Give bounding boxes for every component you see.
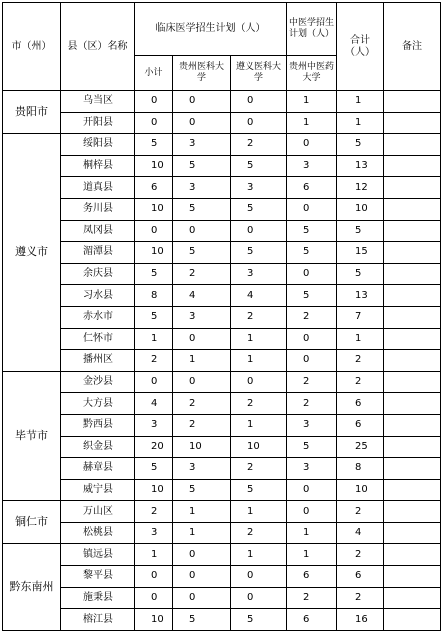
total-cell: 4 [337, 522, 384, 544]
note-cell [384, 371, 441, 393]
table-row [3, 155, 441, 177]
guizhou-medical-cell: 0 [173, 587, 231, 609]
header-total: 合计（人） [337, 3, 384, 91]
subtotal-cell: 6 [135, 177, 173, 199]
subtotal-cell: 0 [135, 566, 173, 588]
table-row [3, 587, 441, 609]
zunyi-medical-cell: 1 [231, 414, 287, 436]
note-cell [384, 609, 441, 631]
subtotal-cell: 0 [135, 91, 173, 113]
subtotal-cell: 10 [135, 609, 173, 631]
subtotal-cell: 10 [135, 479, 173, 501]
subtotal-cell: 2 [135, 350, 173, 372]
guizhou-tcm-cell: 1 [287, 112, 337, 134]
header-city: 市（州） [3, 3, 61, 91]
county-cell: 仁怀市 [61, 328, 135, 350]
guizhou-tcm-cell: 5 [287, 436, 337, 458]
subtotal-cell: 2 [135, 501, 173, 523]
city-cell: 毕节市 [3, 371, 61, 501]
total-cell: 25 [337, 436, 384, 458]
note-cell [384, 458, 441, 480]
subtotal-cell: 5 [135, 306, 173, 328]
city-cell: 黔东南州 [3, 544, 61, 630]
zunyi-medical-cell: 10 [231, 436, 287, 458]
subtotal-cell: 10 [135, 242, 173, 264]
total-cell: 5 [337, 134, 384, 156]
county-cell: 乌当区 [61, 91, 135, 113]
header-subtotal: 小计 [135, 56, 173, 91]
header-row-1 [3, 3, 441, 56]
guizhou-medical-cell: 1 [173, 501, 231, 523]
subtotal-cell: 20 [135, 436, 173, 458]
note-cell [384, 414, 441, 436]
zunyi-medical-cell: 2 [231, 393, 287, 415]
zunyi-medical-cell: 1 [231, 350, 287, 372]
guizhou-medical-cell: 5 [173, 242, 231, 264]
guizhou-tcm-cell: 6 [287, 609, 337, 631]
table-row [3, 522, 441, 544]
note-cell [384, 242, 441, 264]
county-cell: 镇远县 [61, 544, 135, 566]
total-cell: 5 [337, 263, 384, 285]
guizhou-tcm-cell: 0 [287, 328, 337, 350]
table-row [3, 609, 441, 631]
guizhou-tcm-cell: 0 [287, 134, 337, 156]
zunyi-medical-cell: 2 [231, 522, 287, 544]
zunyi-medical-cell: 5 [231, 242, 287, 264]
note-cell [384, 91, 441, 113]
total-cell: 1 [337, 91, 384, 113]
guizhou-tcm-cell: 0 [287, 350, 337, 372]
county-cell: 湄潭县 [61, 242, 135, 264]
county-cell: 赤水市 [61, 306, 135, 328]
guizhou-medical-cell: 5 [173, 198, 231, 220]
total-cell: 6 [337, 414, 384, 436]
header-clinical-plan: 临床医学招生计划（人） [135, 3, 287, 56]
county-cell: 开阳县 [61, 112, 135, 134]
zunyi-medical-cell: 1 [231, 501, 287, 523]
note-cell [384, 285, 441, 307]
total-cell: 13 [337, 285, 384, 307]
subtotal-cell: 1 [135, 328, 173, 350]
county-cell: 榕江县 [61, 609, 135, 631]
header-note: 备注 [384, 3, 441, 91]
county-cell: 威宁县 [61, 479, 135, 501]
table-row [3, 263, 441, 285]
note-cell [384, 263, 441, 285]
zunyi-medical-cell: 5 [231, 479, 287, 501]
guizhou-medical-cell: 0 [173, 91, 231, 113]
guizhou-tcm-cell: 1 [287, 522, 337, 544]
guizhou-tcm-cell: 6 [287, 177, 337, 199]
subtotal-cell: 0 [135, 112, 173, 134]
note-cell [384, 436, 441, 458]
zunyi-medical-cell: 2 [231, 458, 287, 480]
guizhou-tcm-cell: 0 [287, 501, 337, 523]
zunyi-medical-cell: 1 [231, 328, 287, 350]
zunyi-medical-cell: 0 [231, 371, 287, 393]
guizhou-medical-cell: 10 [173, 436, 231, 458]
county-cell: 播州区 [61, 350, 135, 372]
table-row [3, 177, 441, 199]
total-cell: 10 [337, 479, 384, 501]
county-cell: 松桃县 [61, 522, 135, 544]
subtotal-cell: 5 [135, 134, 173, 156]
subtotal-cell: 4 [135, 393, 173, 415]
subtotal-cell: 3 [135, 414, 173, 436]
table-row [3, 414, 441, 436]
county-cell: 黔西县 [61, 414, 135, 436]
note-cell [384, 306, 441, 328]
guizhou-tcm-cell: 5 [287, 285, 337, 307]
table-row [3, 198, 441, 220]
zunyi-medical-cell: 4 [231, 285, 287, 307]
guizhou-tcm-cell: 2 [287, 371, 337, 393]
table-body [3, 3, 441, 631]
zunyi-medical-cell: 0 [231, 566, 287, 588]
guizhou-medical-cell: 5 [173, 155, 231, 177]
guizhou-tcm-cell: 2 [287, 393, 337, 415]
county-cell: 余庆县 [61, 263, 135, 285]
table-row [3, 458, 441, 480]
guizhou-medical-cell: 2 [173, 414, 231, 436]
guizhou-medical-cell: 0 [173, 328, 231, 350]
county-cell: 绥阳县 [61, 134, 135, 156]
note-cell [384, 155, 441, 177]
zunyi-medical-cell: 0 [231, 91, 287, 113]
note-cell [384, 198, 441, 220]
county-cell: 大方县 [61, 393, 135, 415]
table-row [3, 371, 441, 393]
guizhou-medical-cell: 2 [173, 393, 231, 415]
county-cell: 习水县 [61, 285, 135, 307]
note-cell [384, 350, 441, 372]
note-cell [384, 328, 441, 350]
note-cell [384, 479, 441, 501]
note-cell [384, 134, 441, 156]
table-row [3, 566, 441, 588]
guizhou-tcm-cell: 0 [287, 198, 337, 220]
guizhou-medical-cell: 5 [173, 479, 231, 501]
guizhou-tcm-cell: 1 [287, 544, 337, 566]
guizhou-tcm-cell: 0 [287, 263, 337, 285]
county-cell: 桐梓县 [61, 155, 135, 177]
zunyi-medical-cell: 5 [231, 155, 287, 177]
table-row [3, 393, 441, 415]
total-cell: 7 [337, 306, 384, 328]
note-cell [384, 566, 441, 588]
table-row [3, 220, 441, 242]
guizhou-tcm-cell: 2 [287, 587, 337, 609]
total-cell: 6 [337, 566, 384, 588]
header-zunyi-medical-university: 遵义医科大学 [231, 56, 287, 91]
guizhou-tcm-cell: 0 [287, 479, 337, 501]
county-cell: 道真县 [61, 177, 135, 199]
zunyi-medical-cell: 2 [231, 134, 287, 156]
zunyi-medical-cell: 5 [231, 609, 287, 631]
guizhou-tcm-cell: 3 [287, 414, 337, 436]
header-tcm-plan: 中医学招生计划（人） [287, 3, 337, 56]
county-cell: 万山区 [61, 501, 135, 523]
table-row [3, 306, 441, 328]
subtotal-cell: 8 [135, 285, 173, 307]
guizhou-medical-cell: 0 [173, 566, 231, 588]
subtotal-cell: 0 [135, 220, 173, 242]
note-cell [384, 544, 441, 566]
total-cell: 12 [337, 177, 384, 199]
table-row [3, 501, 441, 523]
county-cell: 金沙县 [61, 371, 135, 393]
zunyi-medical-cell: 2 [231, 306, 287, 328]
header-guizhou-tcm-university: 贵州中医药大学 [287, 56, 337, 91]
guizhou-medical-cell: 3 [173, 458, 231, 480]
subtotal-cell: 3 [135, 522, 173, 544]
guizhou-medical-cell: 3 [173, 134, 231, 156]
zunyi-medical-cell: 0 [231, 220, 287, 242]
guizhou-tcm-cell: 3 [287, 458, 337, 480]
table-row [3, 285, 441, 307]
total-cell: 2 [337, 371, 384, 393]
zunyi-medical-cell: 3 [231, 263, 287, 285]
note-cell [384, 177, 441, 199]
subtotal-cell: 0 [135, 371, 173, 393]
zunyi-medical-cell: 3 [231, 177, 287, 199]
total-cell: 6 [337, 393, 384, 415]
header-county: 县（区）名称 [61, 3, 135, 91]
table-row [3, 242, 441, 264]
total-cell: 1 [337, 112, 384, 134]
county-cell: 织金县 [61, 436, 135, 458]
city-cell: 遵义市 [3, 134, 61, 372]
subtotal-cell: 10 [135, 198, 173, 220]
guizhou-tcm-cell: 1 [287, 91, 337, 113]
table-row [3, 328, 441, 350]
subtotal-cell: 10 [135, 155, 173, 177]
zunyi-medical-cell: 1 [231, 544, 287, 566]
note-cell [384, 112, 441, 134]
guizhou-medical-cell: 1 [173, 522, 231, 544]
city-cell: 铜仁市 [3, 501, 61, 544]
guizhou-medical-cell: 1 [173, 350, 231, 372]
note-cell [384, 501, 441, 523]
county-cell: 黎平县 [61, 566, 135, 588]
note-cell [384, 393, 441, 415]
subtotal-cell: 0 [135, 587, 173, 609]
guizhou-medical-cell: 2 [173, 263, 231, 285]
total-cell: 8 [337, 458, 384, 480]
guizhou-medical-cell: 0 [173, 112, 231, 134]
zunyi-medical-cell: 0 [231, 587, 287, 609]
table-row [3, 91, 441, 113]
guizhou-medical-cell: 4 [173, 285, 231, 307]
city-cell: 贵阳市 [3, 91, 61, 134]
table-row [3, 479, 441, 501]
total-cell: 1 [337, 328, 384, 350]
county-cell: 凤冈县 [61, 220, 135, 242]
table-row [3, 350, 441, 372]
table-row [3, 112, 441, 134]
guizhou-medical-cell: 3 [173, 306, 231, 328]
table-row [3, 436, 441, 458]
guizhou-tcm-cell: 5 [287, 242, 337, 264]
guizhou-tcm-cell: 2 [287, 306, 337, 328]
subtotal-cell: 1 [135, 544, 173, 566]
total-cell: 5 [337, 220, 384, 242]
guizhou-medical-cell: 5 [173, 609, 231, 631]
subtotal-cell: 5 [135, 263, 173, 285]
note-cell [384, 220, 441, 242]
table-row [3, 134, 441, 156]
county-cell: 赫章县 [61, 458, 135, 480]
enrollment-plan-table [2, 2, 441, 631]
total-cell: 13 [337, 155, 384, 177]
guizhou-medical-cell: 0 [173, 220, 231, 242]
county-cell: 务川县 [61, 198, 135, 220]
guizhou-tcm-cell: 3 [287, 155, 337, 177]
guizhou-medical-cell: 0 [173, 544, 231, 566]
guizhou-tcm-cell: 6 [287, 566, 337, 588]
guizhou-medical-cell: 3 [173, 177, 231, 199]
total-cell: 2 [337, 501, 384, 523]
zunyi-medical-cell: 0 [231, 112, 287, 134]
total-cell: 2 [337, 350, 384, 372]
total-cell: 10 [337, 198, 384, 220]
note-cell [384, 587, 441, 609]
table-row [3, 544, 441, 566]
subtotal-cell: 5 [135, 458, 173, 480]
note-cell [384, 522, 441, 544]
zunyi-medical-cell: 5 [231, 198, 287, 220]
total-cell: 16 [337, 609, 384, 631]
county-cell: 施秉县 [61, 587, 135, 609]
guizhou-medical-cell: 0 [173, 371, 231, 393]
total-cell: 15 [337, 242, 384, 264]
total-cell: 2 [337, 544, 384, 566]
header-guizhou-medical-university: 贵州医科大学 [173, 56, 231, 91]
total-cell: 2 [337, 587, 384, 609]
guizhou-tcm-cell: 5 [287, 220, 337, 242]
